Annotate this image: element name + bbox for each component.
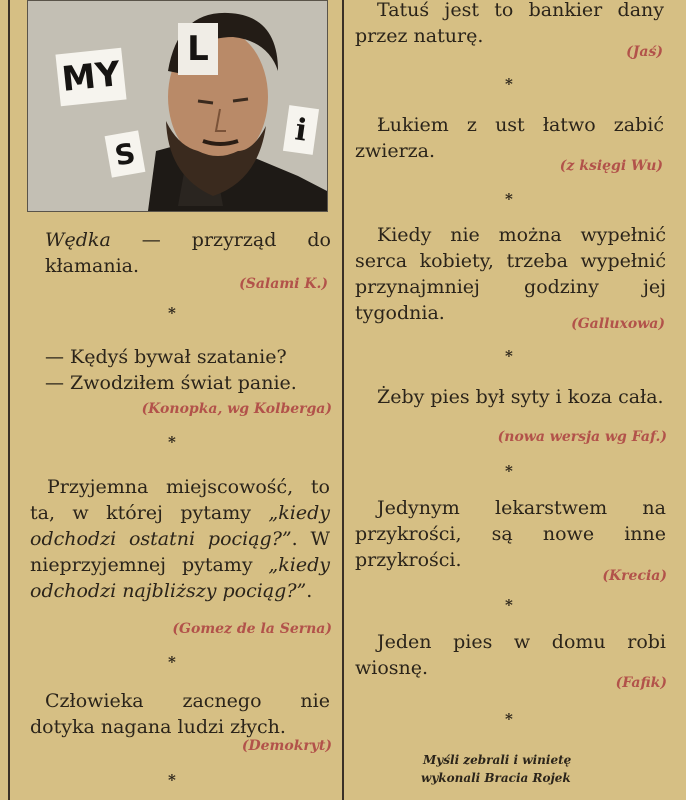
separator-star: *: [168, 304, 176, 322]
attribution-galluxowa: (Galluxowa): [571, 316, 665, 332]
separator-star: *: [168, 653, 176, 671]
aphorism-lekarstwo: Jedynym lekarstwem na przykrości, są nowe inne przykrości.: [355, 497, 666, 571]
separator-star: *: [505, 347, 513, 365]
credit-line-1: Myśli zebrali i winietę: [423, 753, 572, 767]
aphorism-lead-word: Wędka: [45, 229, 111, 251]
aphorism-kobieta: Kiedy nie można wypełnić serca kobiety, trzeba wypełnić przynajmniej godziny jej tygodnia.: [355, 224, 666, 324]
aphorism-text: .: [306, 580, 313, 602]
cutout-letters-my: [55, 48, 126, 107]
attribution-jas: (Jaś): [626, 44, 663, 60]
attribution-demokryt: (Demokryt): [241, 738, 332, 754]
cutout-letter-i: [283, 105, 319, 155]
left-border-rule: [8, 0, 10, 800]
separator-star: *: [505, 190, 513, 208]
aphorism-quote: „kiedy odchodzi ostatni pociąg?”: [30, 502, 330, 550]
credit-line-2: wykonali Bracia Rojek: [421, 771, 571, 785]
separator-star: *: [168, 771, 176, 789]
separator-star: *: [505, 75, 513, 93]
dialogue-line-2: — Zwodziłem świat panie.: [45, 372, 297, 394]
aphorism-wedka: [45, 227, 331, 279]
vignette-illustration: [27, 0, 328, 212]
attribution-faf: (nowa wersja wg Faf.): [497, 429, 667, 445]
aphorism-quote: „kiedy odchodzi najbliższy pociąg?”: [30, 554, 330, 602]
separator-star: *: [505, 596, 513, 614]
cutout-letter-l: [178, 23, 218, 75]
attribution-fafik: (Fafik): [615, 675, 667, 691]
column-divider: [342, 0, 344, 800]
attribution-krecia: (Krecia): [602, 568, 667, 584]
cutout-text-i: i: [292, 111, 310, 149]
aphorism-lukiem: Łukiem z ust łatwo zabić zwierza.: [355, 114, 664, 162]
aphorism-text: — przyrząd do kłamania.: [45, 229, 331, 277]
attribution-ksiegi-wu: (z księgi Wu): [559, 158, 663, 174]
cutout-text-l: L: [187, 29, 209, 69]
aphorism-pies-koza: Żeby pies był syty i koza cała.: [377, 386, 664, 408]
attribution-konopka: (Konopka, wg Kolberga): [141, 401, 332, 417]
aphorism-text: Przyjemna miejscowość, to ta, w której pytamy: [30, 476, 330, 524]
cutout-letter-s: [105, 130, 146, 177]
cutout-text-s: S: [112, 136, 138, 173]
attribution-gomez: (Gomez de la Serna): [172, 621, 332, 637]
separator-star: *: [505, 710, 513, 728]
aphorism-text: . W nieprzyjemnej pytamy: [30, 528, 331, 576]
aphorism-pociag: [30, 474, 330, 604]
attribution-salami: (Salami K.): [239, 276, 328, 292]
cutout-text-my: MY: [59, 54, 123, 100]
separator-star: *: [168, 433, 176, 451]
aphorism-czlowiek: Człowieka zacnego nie dotyka nagana ludzi złych.: [30, 690, 330, 738]
aphorism-tatus: Tatuś jest to bankier dany przez naturę.: [355, 0, 664, 47]
dialogue-line-1: — Kędyś bywał szatanie?: [45, 346, 287, 368]
separator-star: *: [505, 462, 513, 480]
aphorism-wiosna: Jeden pies w domu robi wiosnę.: [355, 631, 666, 679]
